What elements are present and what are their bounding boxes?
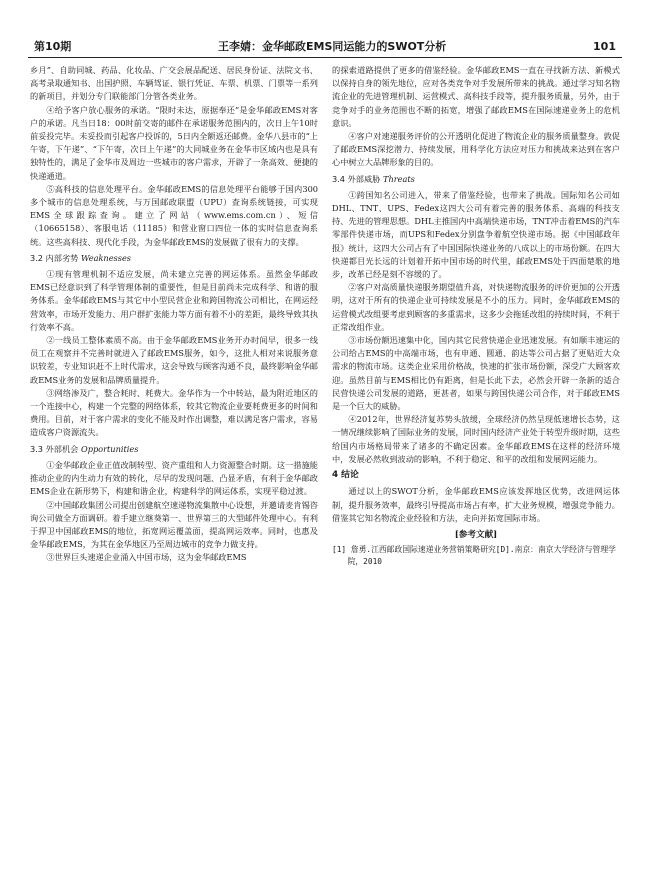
left-column — [30, 64, 318, 568]
heading-label: 3.3 外部机会 — [30, 443, 79, 454]
heading-en: Opportunities — [80, 443, 139, 454]
paragraph: ②一线员工整体素质不高。由于金华邮政EMS业务开办时间早，很多一线员工在观察并不完善时就进入了邮政EMS服务，如今，这批人相对来说服务意识较差，专业知识赶不上时代需求，这会导致与顾客沟通不良，最终影响金华邮政EMS业务的发展和品牌质量提升。 — [30, 335, 318, 385]
section-heading-weaknesses — [30, 252, 318, 265]
paragraph: ①现有管理机制不适应发展，尚未建立完善的网运体系。虽然金华邮政EMS已经意识到了科学管理体制的重要性，但是目前尚未完成科学、和谐的服务体系。金华邮政EMS与其它中小型民营企业和跨国物流公司相比，在网运经营效率，市场开发能力、用户群扩张能力等方面有着不小的差距，最终导致其执行效率不高。 — [30, 269, 318, 332]
two-column-body — [24, 64, 626, 568]
paragraph: ③网络渗及广，整合耗时、耗费大。金华作为一个中转站，最为附近地区的一个连接中心，构建一个完整的网络体系，较其它物流企业要耗费更多的时间和费用。目前，对于客户需求的变化不能及时作出调整，难以满足客户需求，容易造成客户资源流失。 — [30, 387, 318, 438]
paragraph: ④给予客户放心服务的承诺。“限时未达，原据奉还”是金华邮政EMS对客户的承诺。凡当日18：00时前交寄的邮件在承诺服务范围内的，次日上午10时前妥投完毕。未妥投而引起客户投诉的，5日内全额返还邮费。金华八县市的“上午寄，下午递”、“下午寄，次日上午递”的大同城业务在金华市区域内也是具有独特性的，满足了金华市及周边一些城市的客户需求，开辟了一条高效、便捷的快递通道。 — [30, 104, 318, 181]
page-number: 101 — [593, 40, 616, 53]
heading-label: 3.2 内部劣势 — [30, 252, 79, 263]
paragraph: ①金华邮政企业正值改制转型、资产重组和人力资源整合时期。这一措施能推动企业的内生动力有效的转化，尽早的发现问题、凸显矛盾，有利于金华邮政EMS企业在新形势下，构建和谐企业，构建科学的网运体系，实现平稳过渡。 — [30, 459, 318, 497]
reference-item: [1] 詹勇.江西邮政国际速递业务营销策略研究[D].南京：南京大学经济与管理学院，2010 — [332, 545, 616, 567]
issue-number: 第10期 — [34, 40, 72, 53]
section-heading-threats — [332, 173, 620, 186]
paragraph: ③世界巨头速递企业涌入中国市场，这为金华邮政EMS — [46, 552, 247, 563]
paragraph: ①跨国知名公司进入，带来了借鉴经验，也带来了挑战。国际知名公司如DHL、TNT、UPS、Fedex这四大公司有着完善的服务体系、高端的科技支持、先进的管理思想。DHL主推国内中高端快递市场，TNT冲击着EMS的汽车零部件快递市场，而UPS和Fedex分别盘争着航空快递市场。据《中国邮政年报》统计，这四大公司占有了中国国际快递业务的八成以上的市场份额。在四大快递都目光长远的计划着开拓中国市场的时代里，邮政EMS处于四面楚歌的地步，改革已经是刻不容缓的了。 — [332, 189, 620, 280]
running-header — [28, 38, 622, 58]
section-heading-conclusion: 4 结论 — [332, 470, 359, 481]
references-title: [参考文献] — [454, 529, 498, 540]
paragraph: 通过以上的SWOT分析，金华邮政EMS应该发挥地区优势，改进网运体制，提升服务效率，最终引导提高市场占有率，扩大业务规模，增强竞争能力。借鉴其它知名物流企业经验和方法，走向并拓宽国际市场。 — [332, 486, 620, 523]
right-column — [332, 64, 620, 568]
paragraph: ④2012年，世界经济复苏势头放缓，全球经济仍然呈现低速增长态势，这一情况继续影响了国际业务的发展，同时国内经济产业处于转型升级时期，这些给国内市场格局带来了诸多的不确定因素。金华邮政EMS在这样的经济环境中，发展必然收到波动的影响，不利于稳定、和平的改组和发展网运能力。 — [332, 414, 620, 464]
section-heading-opportunities — [30, 443, 318, 456]
paragraph: ②客户对高质量快递服务期望值升高，对快递物流服务的评价更加的公开透明，这对于所有的快递企业可持续发展是不小的压力。同时，金华邮政EMS的运营模式改组要考虑到顾客的多重需求，这多少会拖延改组的持续时间，不利于正常改组作业。 — [332, 282, 620, 332]
paragraph: 乡月”、自助同城、药品、化妆品、广交会展品配送、居民身份证、法院文书、高考录取通知书、出国护照、车辆驾证、银行凭证、车票、机票、门票等一系列的新项目，并划分专门联能部门分管各类业务。 — [30, 65, 318, 102]
paragraph: 的探索道路提供了更多的借鉴经验。金华邮政EMS一直在寻找新方法、新模式以保持自身的领先地位，应对各类竞争对手发展所带来的挑战。通过学习知名物流企业的先进管理机制、运营模式、高科技手段等，提升服务质量，另外，由于竞争对手的业务范围也不断的拓宽，增强了邮政EMS在国际速递业务上的危机意识。 — [332, 65, 620, 128]
heading-label: 3.4 外部威胁 — [332, 173, 381, 184]
heading-en: Weaknesses — [80, 252, 131, 263]
paragraph: ②中国邮政集团公司提出创建航空速递物流集散中心设想，并邀请麦肯锡咨询公司做全方面调研。着手建立继葵第一、世界第三的大型邮件处理中心。有利于捍卫中国邮政EMS的地位，拓宽网运覆盖面，提高网运效率。同时，也惠及金华邮政EMS，为其在金华地区乃至周边城市的竞争力做支持。 — [30, 499, 318, 550]
article-title: 王李婧：金华邮政EMS同运能力的SWOT分析 — [218, 40, 447, 53]
paragraph: ⑤高科技的信息处理平台。金华邮政EMS的信息处理平台能够于国内300多个城市的信息处理系统，与万国邮政联盟（UPU）查询系统链接，可实现EMS全球跟踪查询。建立了网站（www.ems.com.cn）、短信（10665158）、客服电话（11185）和营业窗口四位一体的实时信息查询系统。这些高科技、现代化手段，为金华邮政EMS的发展做了很有力的支撑。 — [30, 183, 318, 247]
heading-en: Threats — [382, 173, 415, 184]
paragraph: ④客户对速递服务评价的公开透明化促进了物流企业的服务质量整身。敦促了邮政EMS深挖潜力、持续发展，用科学化方法应对压力和挑战来达到在客户心中树立大品牌形象的目的。 — [332, 131, 620, 168]
paragraph: ③市场份额迅速集中化，国内其它民营快递企业迅速发展。有如顺丰速运的公司给占EMS的中高端市场，也有申通、圆通、韵达等公司占据了更贴近大众需求的物流市场。这类企业采用价格战，快速的扩张市场份额，深受广大顾客欢迎。虽然目前与EMS相比仍有距离，但是长此下去，必然会开辟一条新的适合民营快递公司发展的道路，更甚者，如果与跨国快递公司合作，对于邮政EMS是一个巨大的威胁。 — [332, 335, 620, 412]
